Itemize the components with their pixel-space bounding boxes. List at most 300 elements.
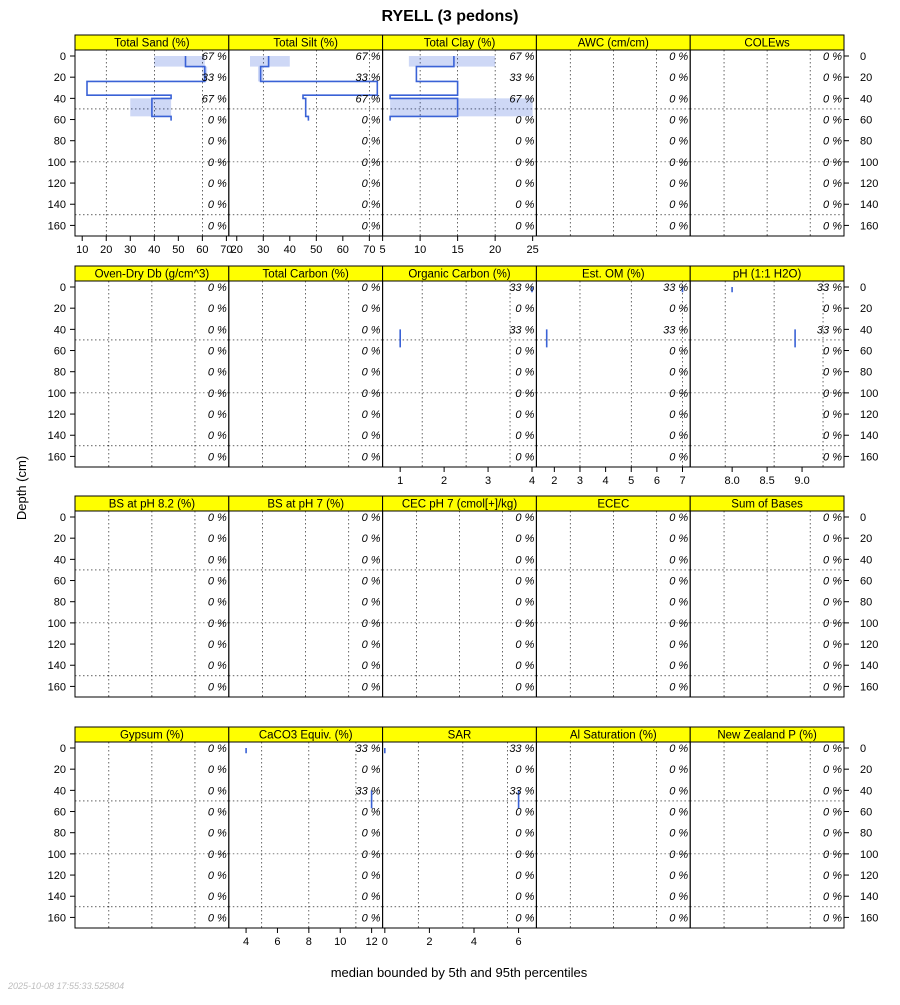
data-coverage-label: 0 %	[361, 387, 381, 400]
depth-tick-label-right: 0	[860, 51, 867, 63]
depth-tick-label-right: 100	[860, 848, 879, 861]
data-coverage-label: 0 %	[669, 639, 689, 652]
x-tick-label: 10	[76, 244, 89, 256]
depth-tick-label-right: 0	[860, 743, 867, 755]
panel-frame	[383, 281, 537, 467]
depth-tick-label-left: 20	[53, 764, 66, 777]
data-coverage-label: 0 %	[823, 870, 842, 883]
data-coverage-label: 0 %	[207, 387, 227, 400]
panel-strip-label: pH (1:1 H2O)	[732, 268, 802, 281]
data-coverage-label: 0 %	[515, 409, 535, 422]
depth-tick-label-left: 140	[47, 199, 66, 212]
data-coverage-label: 0 %	[823, 764, 842, 777]
x-tick-label: 7	[679, 475, 686, 487]
data-coverage-label: 0 %	[823, 220, 842, 233]
data-coverage-label: 0 %	[207, 430, 227, 443]
data-coverage-label: 33 %	[816, 282, 842, 294]
panel-rows	[48, 35, 879, 948]
panel-strip-label: BS at pH 8.2 (%)	[108, 498, 196, 511]
panel-strip-label: Gypsum (%)	[119, 729, 184, 742]
x-tick-label: 8	[305, 936, 312, 948]
data-coverage-label: 67 %	[201, 93, 227, 106]
data-coverage-label: 33 %	[509, 785, 535, 798]
data-coverage-label: 0 %	[361, 156, 381, 169]
data-coverage-label: 0 %	[361, 848, 381, 861]
depth-tick-label-left: 60	[53, 114, 66, 127]
depth-tick-label-right: 160	[860, 220, 879, 233]
x-tick-label: 60	[336, 244, 349, 256]
data-coverage-label: 0 %	[823, 135, 842, 148]
panel-gypsum	[75, 727, 229, 928]
panel-row-1	[48, 35, 879, 256]
data-coverage-label: 0 %	[515, 764, 535, 777]
panel-cec-ph-7-cmol-kg	[383, 496, 537, 697]
percentile-band	[154, 56, 204, 67]
data-coverage-label: 0 %	[207, 366, 227, 379]
panel-strip-label: Est. OM (%)	[581, 268, 645, 281]
x-tick-label: 70	[220, 244, 233, 256]
depth-tick-label-right: 160	[860, 451, 879, 464]
depth-tick-label-left: 100	[47, 156, 66, 169]
data-coverage-label: 0 %	[823, 596, 842, 609]
data-coverage-label: 0 %	[361, 596, 381, 609]
data-coverage-label: 0 %	[515, 806, 535, 819]
data-coverage-label: 0 %	[207, 451, 227, 464]
data-coverage-label: 0 %	[515, 366, 535, 379]
depth-tick-label-right: 0	[860, 512, 867, 524]
data-coverage-label: 67 %	[355, 93, 381, 106]
x-tick-label: 30	[257, 244, 270, 256]
panel-bs-at-ph-7	[229, 496, 383, 697]
data-coverage-label: 0 %	[669, 345, 689, 358]
data-coverage-label: 0 %	[515, 912, 535, 925]
percentile-band	[409, 56, 495, 67]
depth-tick-label-left: 0	[59, 743, 66, 755]
data-coverage-label: 0 %	[207, 409, 227, 422]
depth-tick-label-left: 120	[47, 870, 66, 883]
median-line	[385, 748, 519, 808]
data-coverage-label: 0 %	[823, 345, 842, 358]
data-coverage-label: 0 %	[823, 575, 842, 588]
data-coverage-label: 0 %	[207, 156, 227, 169]
data-coverage-label: 0 %	[361, 366, 381, 379]
depth-tick-label-left: 20	[53, 533, 66, 546]
data-coverage-label: 0 %	[823, 912, 842, 925]
data-coverage-label: 0 %	[207, 848, 227, 861]
x-tick-label: 0	[381, 936, 388, 948]
data-coverage-label: 0 %	[361, 806, 381, 819]
data-coverage-label: 0 %	[669, 533, 689, 546]
median-line	[547, 287, 683, 347]
data-coverage-label: 0 %	[361, 764, 381, 777]
data-coverage-label: 0 %	[515, 178, 535, 191]
data-coverage-label: 0 %	[669, 366, 689, 379]
x-tick-label: 4	[470, 936, 478, 948]
x-tick-label: 8.0	[724, 475, 740, 487]
depth-tick-label-left: 80	[53, 827, 66, 840]
x-tick-label: 5	[379, 244, 386, 256]
data-coverage-label: 0 %	[207, 870, 227, 883]
data-coverage-label: 33 %	[509, 282, 535, 294]
data-coverage-label: 0 %	[669, 409, 689, 422]
panel-strip-label: BS at pH 7 (%)	[267, 498, 345, 511]
data-coverage-label: 0 %	[515, 533, 535, 546]
x-tick-label: 8.5	[759, 475, 775, 487]
x-tick-label: 50	[172, 244, 185, 256]
depth-tick-label-left: 120	[47, 639, 66, 652]
data-coverage-label: 0 %	[361, 681, 381, 694]
x-tick-label: 12	[365, 936, 378, 948]
data-coverage-label: 0 %	[823, 51, 842, 63]
data-coverage-label: 0 %	[361, 135, 381, 148]
x-tick-label: 70	[363, 244, 376, 256]
data-coverage-label: 33 %	[509, 324, 535, 337]
depth-tick-label-right: 40	[860, 324, 873, 337]
panel-strip-label: Total Silt (%)	[273, 37, 338, 50]
depth-tick-label-left: 120	[47, 178, 66, 191]
depth-tick-label-right: 140	[860, 199, 879, 212]
data-coverage-label: 0 %	[515, 220, 535, 233]
depth-tick-label-right: 120	[860, 409, 879, 422]
data-coverage-label: 0 %	[515, 451, 535, 464]
depth-tick-label-left: 160	[47, 912, 66, 925]
x-tick-label: 3	[576, 475, 584, 487]
data-coverage-label: 0 %	[207, 596, 227, 609]
data-coverage-label: 0 %	[823, 617, 842, 630]
depth-tick-label-left: 160	[47, 451, 66, 464]
data-coverage-label: 0 %	[669, 451, 689, 464]
data-coverage-label: 0 %	[207, 639, 227, 652]
depth-tick-label-right: 80	[860, 366, 873, 379]
data-coverage-label: 0 %	[207, 282, 227, 294]
panel-colews	[690, 35, 844, 236]
depth-tick-label-right: 120	[860, 639, 879, 652]
data-coverage-label: 67 %	[509, 93, 535, 106]
panel-strip-label: Total Carbon (%)	[262, 268, 349, 281]
x-tick-label: 10	[334, 936, 347, 948]
data-coverage-label: 0 %	[823, 199, 842, 212]
panel-strip-label: Total Sand (%)	[114, 37, 190, 50]
data-coverage-label: 0 %	[823, 72, 842, 85]
panel-organic-carbon	[383, 266, 537, 487]
panel-frame	[383, 742, 537, 928]
data-coverage-label: 0 %	[515, 617, 535, 630]
data-coverage-label: 0 %	[207, 554, 227, 567]
panel-frame	[690, 281, 844, 467]
data-coverage-label: 0 %	[823, 681, 842, 694]
depth-tick-label-left: 80	[53, 596, 66, 609]
data-coverage-label: 0 %	[669, 891, 689, 904]
data-coverage-label: 0 %	[823, 430, 842, 443]
depth-tick-label-right: 40	[860, 93, 873, 106]
data-coverage-label: 0 %	[207, 891, 227, 904]
data-coverage-label: 0 %	[361, 575, 381, 588]
data-coverage-label: 0 %	[823, 93, 842, 106]
x-tick-label: 30	[124, 244, 137, 256]
x-tick-label: 6	[274, 936, 281, 948]
x-axis-label: median bounded by 5th and 95th percentiles	[330, 965, 588, 980]
data-coverage-label: 0 %	[207, 199, 227, 212]
depth-tick-label-right: 60	[860, 345, 873, 358]
data-coverage-label: 0 %	[207, 135, 227, 148]
depth-tick-label-left: 140	[47, 430, 66, 443]
data-coverage-label: 0 %	[207, 764, 227, 777]
panel-new-zealand-p	[690, 727, 844, 928]
data-coverage-label: 0 %	[669, 93, 689, 106]
data-coverage-label: 0 %	[207, 912, 227, 925]
x-tick-label: 2	[441, 475, 448, 487]
data-coverage-label: 0 %	[669, 827, 689, 840]
panel-awc-cm-cm	[536, 35, 690, 236]
panel-strip-label: Sum of Bases	[731, 498, 803, 511]
data-coverage-label: 0 %	[669, 430, 689, 443]
data-coverage-label: 0 %	[669, 114, 689, 127]
median-line	[732, 287, 795, 347]
data-coverage-label: 0 %	[207, 114, 227, 127]
panel-bs-at-ph-8-2	[75, 496, 229, 697]
data-coverage-label: 0 %	[361, 891, 381, 904]
data-coverage-label: 0 %	[361, 870, 381, 883]
data-coverage-label: 0 %	[669, 785, 689, 798]
data-coverage-label: 0 %	[515, 345, 535, 358]
x-tick-label: 5	[628, 475, 635, 487]
data-coverage-label: 0 %	[361, 512, 381, 524]
data-coverage-label: 0 %	[669, 156, 689, 169]
data-coverage-label: 33 %	[663, 282, 689, 294]
data-coverage-label: 0 %	[515, 156, 535, 169]
panel-row-3	[48, 496, 879, 697]
data-coverage-label: 0 %	[361, 533, 381, 546]
depth-tick-label-right: 160	[860, 912, 879, 925]
panel-est-om	[536, 266, 690, 487]
data-coverage-label: 0 %	[669, 220, 689, 233]
data-coverage-label: 0 %	[669, 681, 689, 694]
x-tick-label: 20	[100, 244, 113, 256]
data-coverage-label: 0 %	[515, 303, 535, 316]
depth-tick-label-left: 100	[47, 848, 66, 861]
x-tick-label: 20	[489, 244, 502, 256]
panel-strip-label: CEC pH 7 (cmol[+]/kg)	[401, 498, 518, 511]
data-coverage-label: 0 %	[823, 303, 842, 316]
data-coverage-label: 0 %	[361, 409, 381, 422]
panel-row-4	[48, 727, 879, 948]
data-coverage-label: 0 %	[823, 827, 842, 840]
data-coverage-label: 0 %	[515, 430, 535, 443]
panel-total-sand	[75, 35, 233, 256]
x-tick-label: 2	[551, 475, 558, 487]
depth-tick-label-right: 0	[860, 282, 867, 294]
panel-total-silt	[229, 35, 383, 256]
data-coverage-label: 0 %	[361, 660, 381, 673]
data-coverage-label: 0 %	[669, 743, 689, 755]
data-coverage-label: 0 %	[823, 533, 842, 546]
data-coverage-label: 0 %	[515, 199, 535, 212]
x-tick-label: 2	[426, 936, 433, 948]
x-tick-label: 15	[451, 244, 464, 256]
depth-tick-label-right: 120	[860, 870, 879, 883]
data-coverage-label: 0 %	[823, 806, 842, 819]
data-coverage-label: 0 %	[823, 660, 842, 673]
data-coverage-label: 0 %	[515, 681, 535, 694]
panel-strip-label: Organic Carbon (%)	[408, 268, 511, 281]
data-coverage-label: 33 %	[355, 743, 381, 755]
panel-ph-1-1-h2o	[690, 266, 844, 487]
data-coverage-label: 0 %	[207, 575, 227, 588]
data-coverage-label: 0 %	[823, 451, 842, 464]
depth-tick-label-left: 80	[53, 366, 66, 379]
data-coverage-label: 0 %	[207, 303, 227, 316]
data-coverage-label: 0 %	[207, 512, 227, 524]
depth-tick-label-left: 0	[59, 51, 66, 63]
data-coverage-label: 33 %	[355, 785, 381, 798]
data-coverage-label: 0 %	[361, 220, 381, 233]
data-coverage-label: 0 %	[207, 827, 227, 840]
data-coverage-label: 0 %	[361, 303, 381, 316]
data-coverage-label: 0 %	[361, 554, 381, 567]
percentile-band	[130, 98, 171, 116]
depth-tick-label-right: 140	[860, 430, 879, 443]
y-axis-label: Depth (cm)	[14, 455, 29, 521]
depth-tick-label-left: 40	[53, 93, 66, 106]
data-coverage-label: 0 %	[515, 114, 535, 127]
panel-ecec	[536, 496, 690, 697]
depth-tick-label-left: 60	[53, 345, 66, 358]
data-coverage-label: 0 %	[669, 912, 689, 925]
depth-tick-label-left: 140	[47, 660, 66, 673]
data-coverage-label: 0 %	[669, 554, 689, 567]
data-coverage-label: 0 %	[669, 617, 689, 630]
data-coverage-label: 0 %	[515, 639, 535, 652]
data-coverage-label: 0 %	[207, 681, 227, 694]
x-tick-label: 20	[230, 244, 243, 256]
depth-tick-label-left: 60	[53, 806, 66, 819]
data-coverage-label: 0 %	[515, 891, 535, 904]
data-coverage-label: 0 %	[669, 575, 689, 588]
data-coverage-label: 0 %	[823, 114, 842, 127]
depth-tick-label-left: 0	[59, 512, 66, 524]
panel-frame	[229, 742, 383, 928]
data-coverage-label: 33 %	[663, 324, 689, 337]
data-coverage-label: 0 %	[207, 785, 227, 798]
data-coverage-label: 0 %	[669, 596, 689, 609]
chart-title: RYELL (3 pedons)	[381, 8, 519, 25]
panel-total-clay	[380, 35, 539, 256]
panel-strip-label: New Zealand P (%)	[717, 729, 817, 742]
depth-tick-label-right: 60	[860, 575, 873, 588]
data-coverage-label: 0 %	[207, 324, 227, 337]
data-coverage-label: 0 %	[361, 912, 381, 925]
x-tick-label: 6	[515, 936, 522, 948]
x-tick-label: 40	[283, 244, 296, 256]
depth-tick-label-right: 20	[860, 533, 873, 546]
x-tick-label: 40	[148, 244, 161, 256]
panel-total-carbon	[229, 266, 383, 467]
x-tick-label: 3	[485, 475, 492, 487]
data-coverage-label: 0 %	[669, 870, 689, 883]
depth-tick-label-right: 120	[860, 178, 879, 191]
depth-tick-label-right: 140	[860, 891, 879, 904]
data-coverage-label: 0 %	[361, 324, 381, 337]
data-coverage-label: 0 %	[823, 366, 842, 379]
data-coverage-label: 0 %	[669, 199, 689, 212]
data-coverage-label: 0 %	[669, 660, 689, 673]
data-coverage-label: 0 %	[823, 554, 842, 567]
data-coverage-label: 0 %	[207, 743, 227, 755]
x-tick-label: 1	[397, 475, 404, 487]
data-coverage-label: 0 %	[207, 660, 227, 673]
data-coverage-label: 0 %	[361, 345, 381, 358]
data-coverage-label: 0 %	[361, 827, 381, 840]
data-coverage-label: 0 %	[515, 554, 535, 567]
panel-strip-label: Oven-Dry Db (g/cm^3)	[94, 268, 210, 281]
panel-strip-label: SAR	[447, 729, 472, 742]
panel-strip-label: AWC (cm/cm)	[577, 37, 649, 50]
depth-tick-label-left: 100	[47, 387, 66, 400]
data-coverage-label: 0 %	[361, 114, 381, 127]
depth-tick-label-right: 20	[860, 72, 873, 85]
data-coverage-label: 0 %	[823, 156, 842, 169]
data-coverage-label: 0 %	[515, 387, 535, 400]
data-coverage-label: 0 %	[823, 743, 842, 755]
panel-strip-label: CaCO3 Equiv. (%)	[258, 729, 353, 742]
data-coverage-label: 67 %	[201, 51, 227, 63]
depth-tick-label-right: 40	[860, 554, 873, 567]
depth-tick-label-left: 0	[59, 282, 66, 294]
data-coverage-label: 0 %	[207, 220, 227, 233]
depth-tick-label-right: 160	[860, 681, 879, 694]
data-coverage-label: 0 %	[361, 639, 381, 652]
depth-tick-label-left: 20	[53, 72, 66, 85]
data-coverage-label: 0 %	[207, 178, 227, 191]
data-coverage-label: 0 %	[515, 870, 535, 883]
x-tick-label: 4	[528, 475, 536, 487]
data-coverage-label: 0 %	[823, 387, 842, 400]
depth-tick-label-right: 100	[860, 387, 879, 400]
data-coverage-label: 0 %	[361, 199, 381, 212]
data-coverage-label: 0 %	[669, 512, 689, 524]
panel-sum-of-bases	[690, 496, 844, 697]
depth-tick-label-right: 20	[860, 764, 873, 777]
panel-row-2	[48, 266, 879, 487]
depth-tick-label-right: 60	[860, 114, 873, 127]
data-coverage-label: 0 %	[515, 596, 535, 609]
data-coverage-label: 33 %	[355, 72, 381, 85]
depth-tick-label-left: 160	[47, 220, 66, 233]
data-coverage-label: 0 %	[823, 512, 842, 524]
data-coverage-label: 0 %	[361, 617, 381, 630]
data-coverage-label: 33 %	[509, 743, 535, 755]
data-coverage-label: 0 %	[669, 764, 689, 777]
data-coverage-label: 0 %	[515, 848, 535, 861]
panel-strip-label: Total Clay (%)	[423, 37, 496, 50]
data-coverage-label: 67 %	[355, 51, 381, 63]
depth-tick-label-right: 60	[860, 806, 873, 819]
panel-caco3-equiv	[229, 727, 383, 948]
data-coverage-label: 0 %	[823, 891, 842, 904]
x-tick-label: 60	[196, 244, 209, 256]
panel-al-saturation	[536, 727, 690, 928]
percentile-band	[250, 56, 290, 67]
depth-tick-label-left: 40	[53, 324, 66, 337]
data-coverage-label: 0 %	[361, 178, 381, 191]
x-tick-label: 4	[243, 936, 250, 948]
data-coverage-label: 0 %	[669, 178, 689, 191]
depth-tick-label-left: 40	[53, 785, 66, 798]
depth-tick-label-right: 20	[860, 303, 873, 316]
data-coverage-label: 33 %	[201, 72, 227, 85]
data-coverage-label: 0 %	[823, 178, 842, 191]
data-coverage-label: 0 %	[669, 387, 689, 400]
